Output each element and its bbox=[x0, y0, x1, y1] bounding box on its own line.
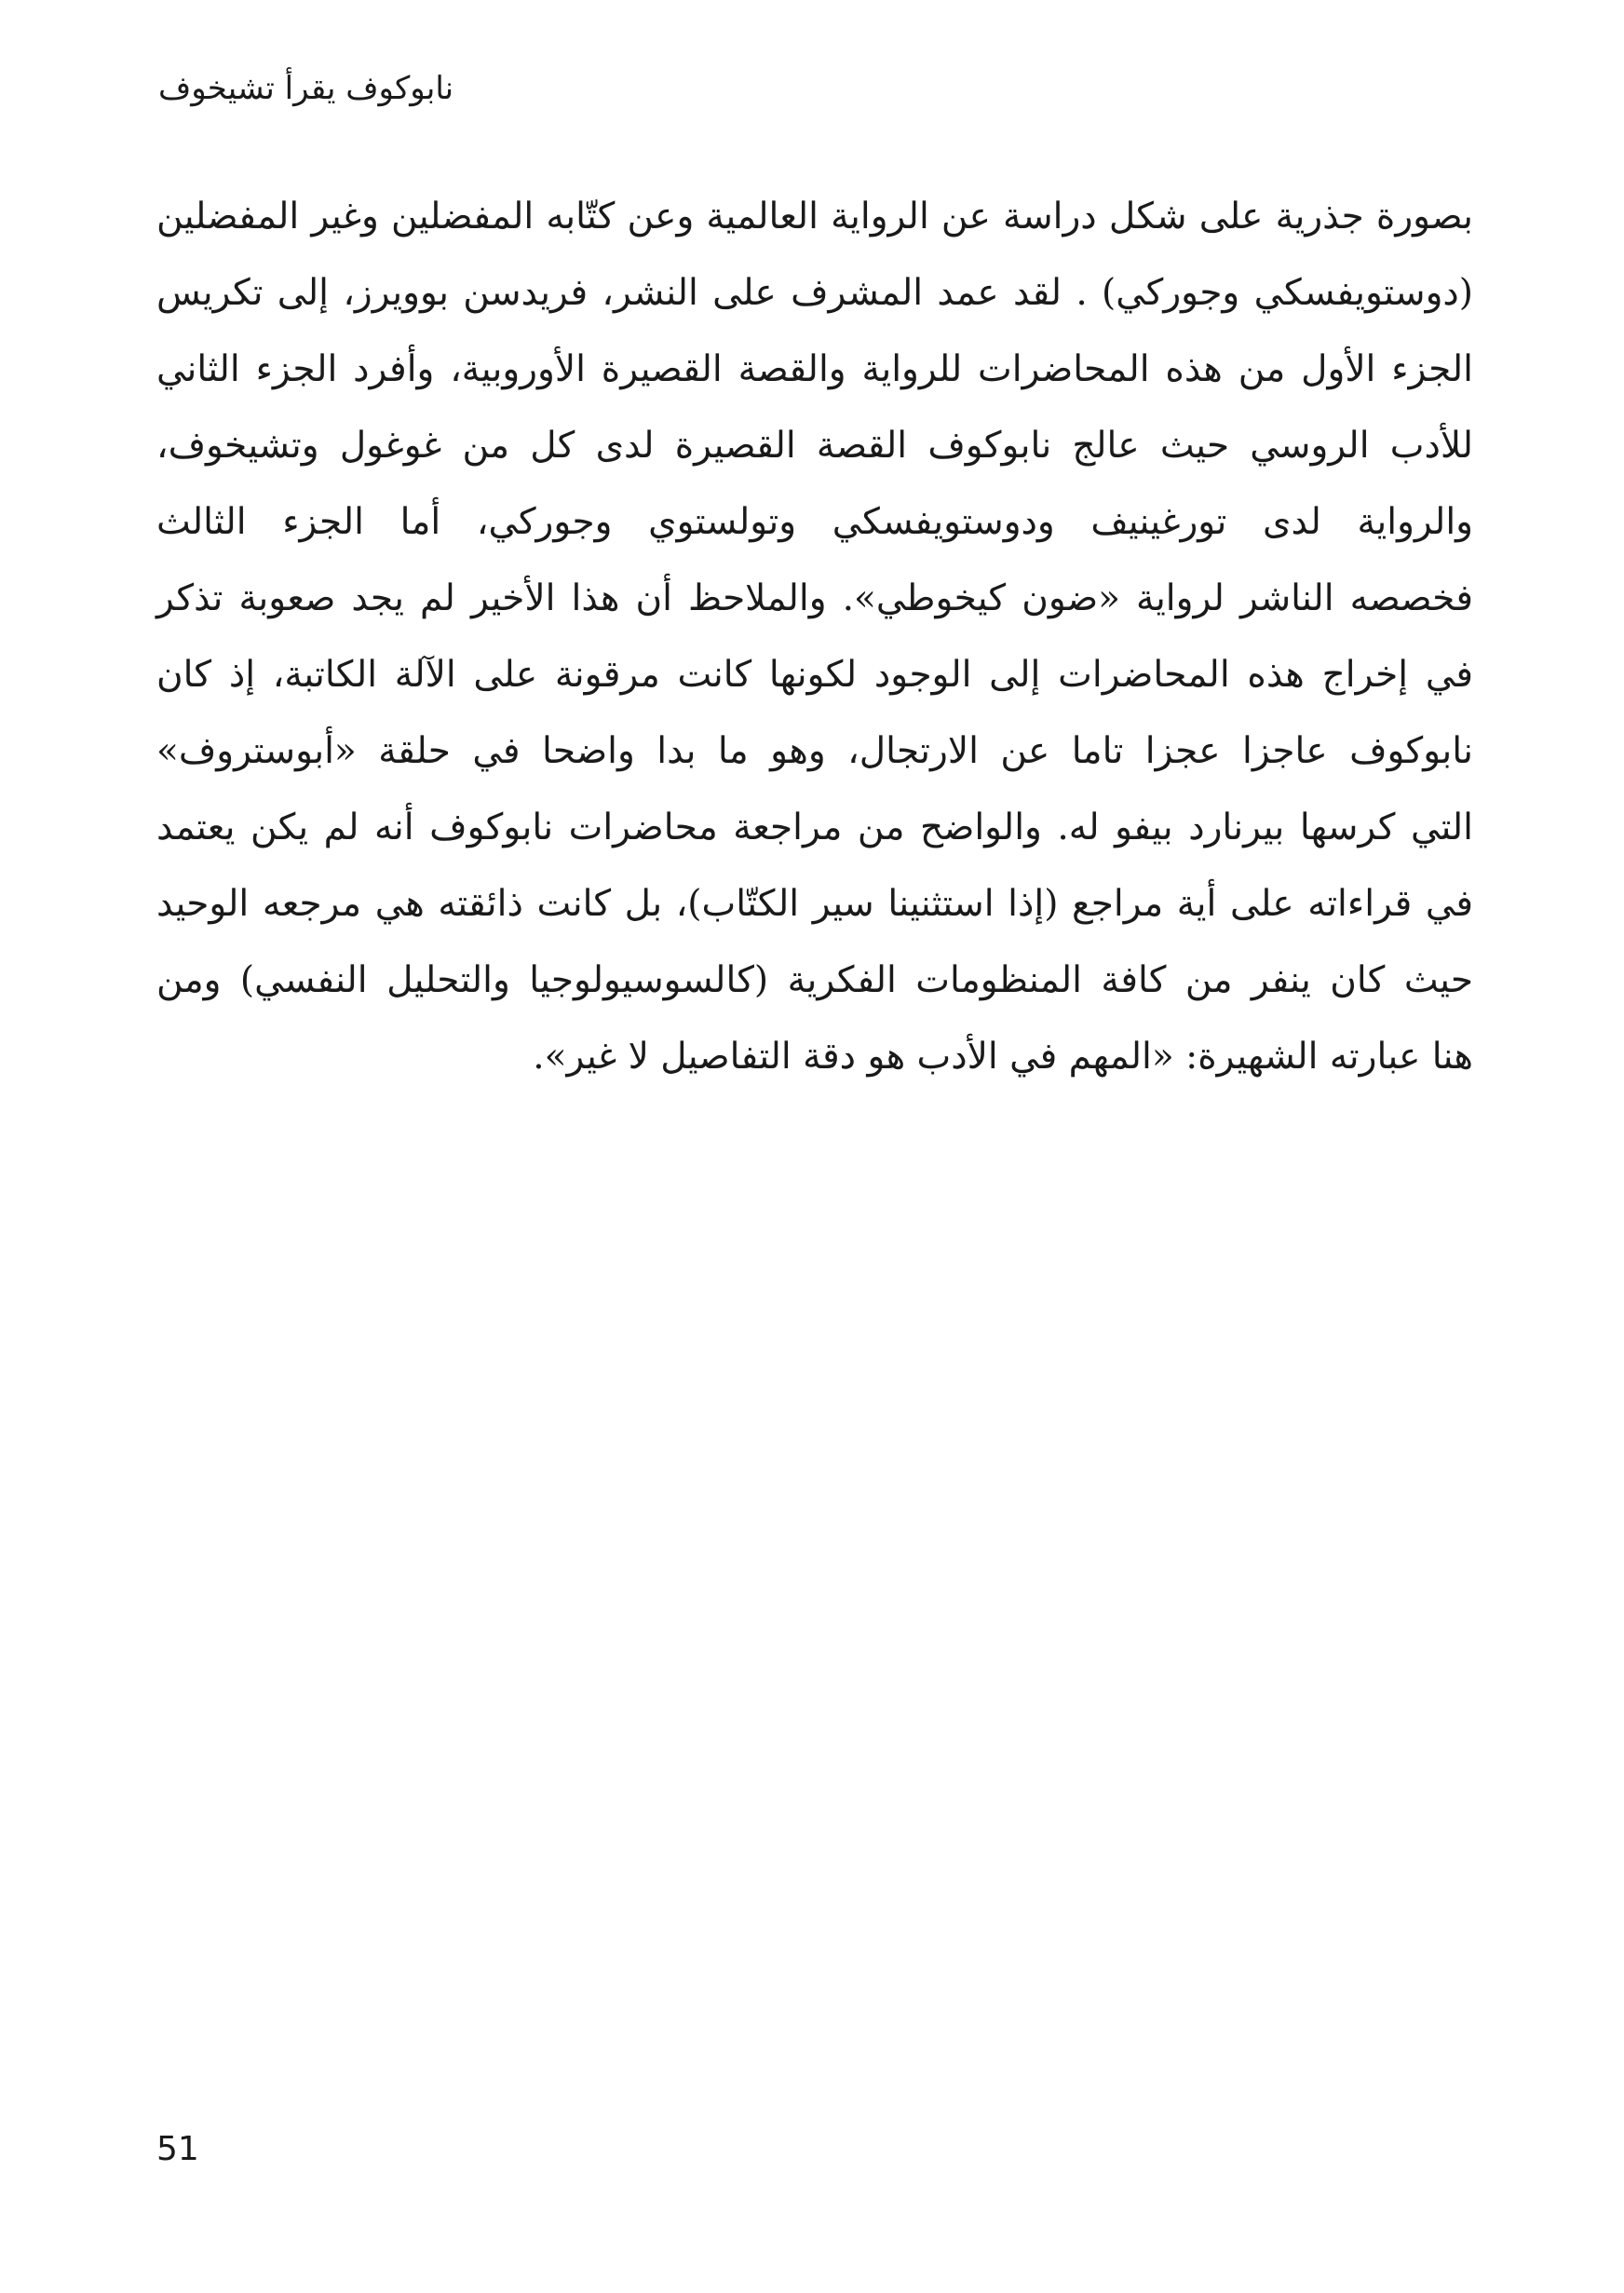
text-line: التي كرسها بيرنارد بيفو له. والواضح من مراجعة محاضرات نابوكوف أنه لم يكن يعتمد bbox=[156, 807, 1473, 848]
text-line: بصورة جذرية على شكل دراسة عن الرواية العالمية وعن كتّابه المفضلين وغير المفضلين bbox=[156, 196, 1473, 237]
text-line: الجزء الأول من هذه المحاضرات للرواية والقصة القصيرة الأوروبية، وأفرد الجزء الثاني bbox=[156, 348, 1473, 390]
page-number: 51 bbox=[156, 2130, 199, 2168]
text-line: فخصصه الناشر لرواية «ضون كيخوطي». والملاحظ أن هذا الأخير لم يجد صعوبة تذكر bbox=[156, 577, 1473, 619]
running-header: نابوكوف يقرأ تشيخوف bbox=[158, 70, 454, 107]
text-line: والرواية لدى تورغينيف ودوستويفسكي وتولستوي وجوركي، أما الجزء الثالث bbox=[156, 501, 1473, 543]
text-line: حيث كان ينفر من كافة المنظومات الفكرية (كالسوسيولوجيا والتحليل النفسي) ومن bbox=[156, 959, 1473, 1001]
text-line: في قراءاته على أية مراجع (إذا استثنينا سير الكتّاب)، بل كانت ذائقته هي مرجعه الوحيد bbox=[156, 883, 1473, 925]
text-line: نابوكوف عاجزا عجزا تاما عن الارتجال، وهو ما بدا واضحا في حلقة «أبوستروف» bbox=[156, 730, 1473, 772]
text-line: في إخراج هذه المحاضرات إلى الوجود لكونها كانت مرقونة على الآلة الكاتبة، إذ كان bbox=[156, 654, 1473, 696]
text-line: هنا عبارته الشهيرة: «المهم في الأدب هو دقة التفاصيل لا غير». bbox=[533, 1036, 1473, 1078]
body-paragraph bbox=[156, 179, 1473, 1095]
text-line: (دوستويفسكي وجوركي) . لقد عمد المشرف على النشر، فريدسن بوويرز، إلى تكريس bbox=[156, 272, 1473, 314]
text-line: للأدب الروسي حيث عالج نابوكوف القصة القصيرة لدى كل من غوغول وتشيخوف، bbox=[156, 425, 1473, 467]
